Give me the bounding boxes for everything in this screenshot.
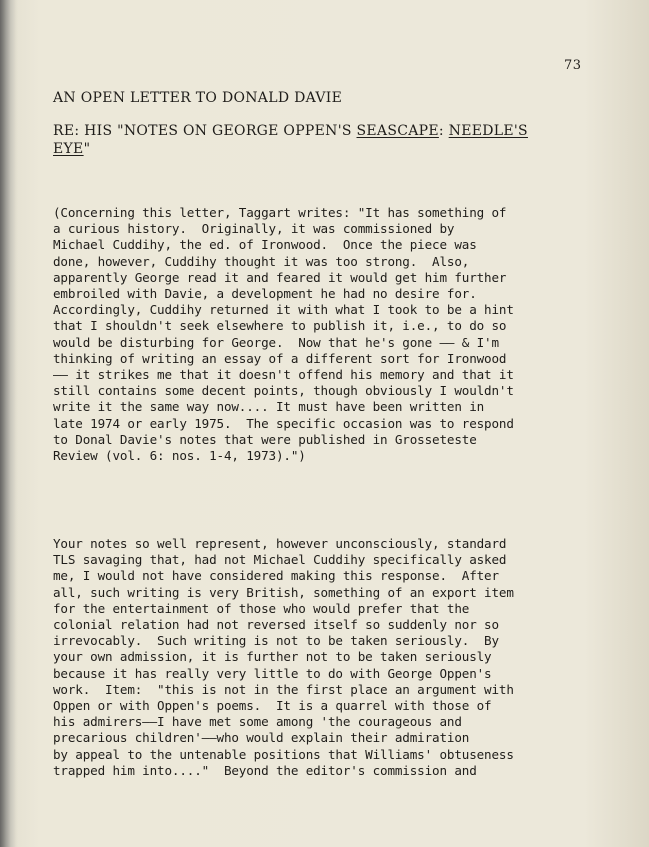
text-line: —— it strikes me that it doesn't offend his memory and that it (53, 367, 514, 383)
text-line: because it has really very little to do with George Oppen's (53, 665, 492, 681)
text-line: work. Item: "this is not in the first place an argument with (53, 681, 514, 697)
text-line: for the entertainment of those who would prefer that the (53, 600, 470, 616)
text-line: your own admission, it is further not to be taken seriously (53, 649, 492, 665)
text-line: thinking of writing an essay of a different sort for Ironwood (53, 350, 507, 366)
body-paragraph (53, 536, 588, 779)
text-line: trapped him into...." Beyond the editor's commission and (53, 762, 477, 778)
text-line: Michael Cuddihy, the ed. of Ironwood. Once the piece was (53, 237, 477, 253)
page-number: 73 (564, 58, 582, 73)
letter-title: AN OPEN LETTER TO DONALD DAVIE (53, 90, 343, 106)
text-line: by appeal to the untenable positions that Williams' obtuseness (53, 746, 514, 762)
text-line: Oppen or with Oppen's poems. It is a quarrel with those of (53, 698, 492, 714)
text-line: late 1974 or early 1975. The specific occasion was to respond (53, 415, 514, 431)
text-line: TLS savaging that, had not Michael Cuddihy specifically asked (53, 552, 507, 568)
text-line: done, however, Cuddihy thought it was too strong. Also, (53, 253, 470, 269)
letter-subject (53, 122, 598, 158)
text-line: his admirers——I have met some among 'the courageous and (53, 714, 462, 730)
text-line: (Concerning this letter, Taggart writes: "It has something of (53, 205, 507, 220)
subject-seascape: SEASCAPE (356, 123, 439, 139)
text-line: that I shouldn't seek elsewhere to publish it, i.e., to do so (53, 318, 507, 334)
text-line: Review (vol. 6: nos. 1-4, 1973).") (53, 448, 306, 464)
subject-prefix: RE: HIS "NOTES ON GEORGE OPPEN'S (53, 123, 357, 139)
text-line: colonial relation had not reversed itself so suddenly nor so (53, 617, 499, 633)
text-line: Accordingly, Cuddihy returned it with what I took to be a hint (53, 302, 514, 318)
text-line: Your notes so well represent, however unconsciously, standard (53, 536, 507, 551)
text-line: a curious history. Originally, it was commissioned by (53, 221, 455, 237)
text-line: precarious children'——who would explain their admiration (53, 730, 470, 746)
text-line: me, I would not have considered making this response. After (53, 568, 499, 584)
book-gutter-shadow (0, 0, 18, 847)
intro-paragraph (53, 205, 588, 464)
subject-colon: : (438, 123, 449, 139)
text-line: still contains some decent points, though obviously I wouldn't (53, 383, 514, 399)
text-line: all, such writing is very British, something of an export item (53, 584, 514, 600)
subject-eye: EYE (53, 141, 84, 157)
text-line: write it the same way now.... It must have been written in (53, 399, 485, 415)
text-line: embroiled with Davie, a development he had no desire for. (53, 286, 477, 302)
text-line: would be disturbing for George. Now that he's gone —— & I'm (53, 334, 499, 350)
text-line: apparently George read it and feared it would get him further (53, 269, 507, 285)
text-line: to Donal Davie's notes that were published in Grosseteste (53, 431, 477, 447)
subject-close-quote: " (83, 141, 91, 157)
text-line: irrevocably. Such writing is not to be taken seriously. By (53, 633, 499, 649)
subject-needles: NEEDLE'S (448, 123, 528, 139)
